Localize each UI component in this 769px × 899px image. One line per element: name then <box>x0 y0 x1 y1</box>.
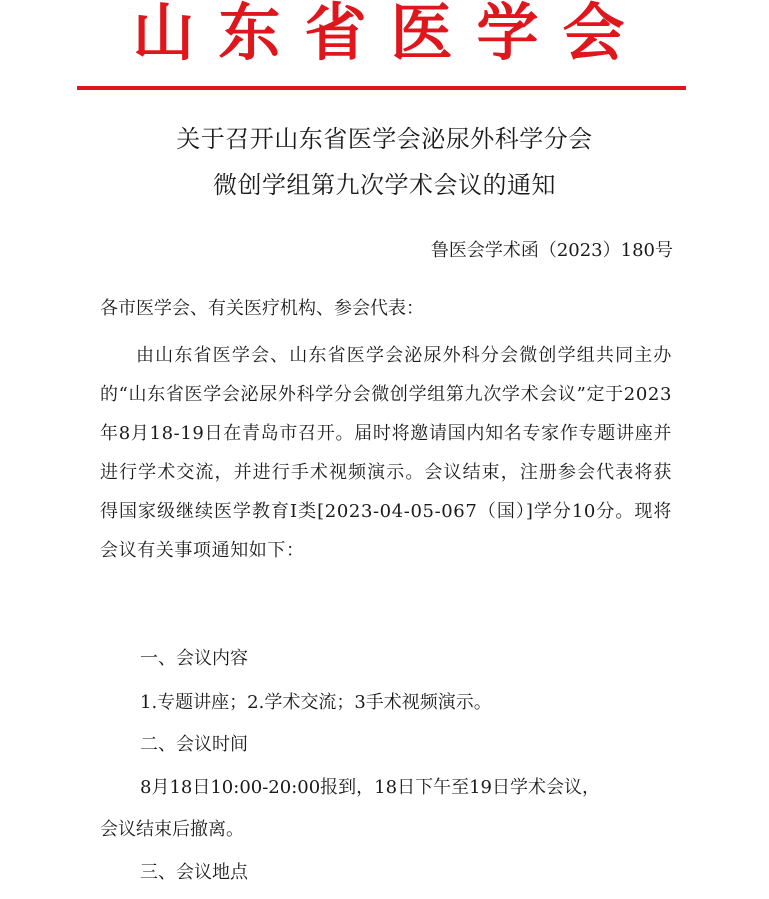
salutation: 各市医学会、有关医疗机构、参会代表： <box>100 298 424 319</box>
intro-paragraph: 由山东省医学会、山东省医学会泌尿外科分会微创学组共同主办的“山东省医学会泌尿外科学分会微创学组第九次学术会议”定于2023年8月18-19日在青岛市召开。届时将邀请国内知名专家作专题讲座并进行学术交流，并进行手术视频演示。会议结束，注册参会代表将获得国家级继续医学教育Ⅰ类[2023-04-05-067（国）]学分10分。现将会议有关事项通知如下： <box>100 345 672 561</box>
section-content-line: 1.专题讲座；2.学术交流；3手术视频演示。 <box>140 692 492 713</box>
document-number: 鲁医会学术函（2023）180号 <box>430 240 673 261</box>
section-heading-content: 一、会议内容 <box>140 648 248 669</box>
letterhead-red-rule <box>77 86 686 90</box>
letterhead-org-name: 山东省医学会 <box>132 0 649 69</box>
section-heading-time: 二、会议时间 <box>140 734 248 755</box>
section-time-line-1: 8月18日10:00-20:00报到，18日下午至19日学术会议， <box>140 777 600 798</box>
document-title-line-1: 关于召开山东省医学会泌尿外科学分会 <box>176 125 593 153</box>
document-title-line-2: 微创学组第九次学术会议的通知 <box>213 171 556 199</box>
section-time-line-2: 会议结束后撤离。 <box>100 819 244 840</box>
section-heading-location: 三、会议地点 <box>140 862 248 883</box>
